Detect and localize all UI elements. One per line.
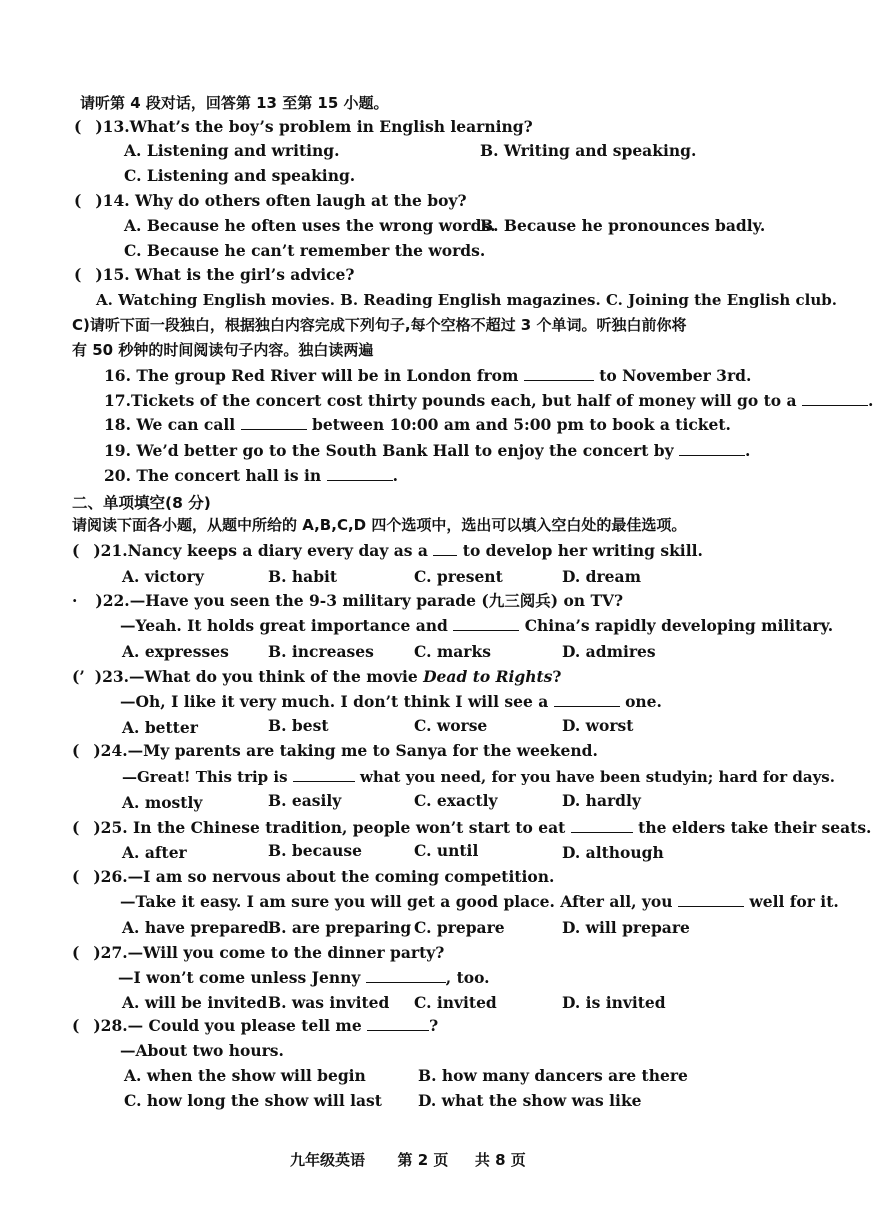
part4-instruction: 请听第 4 段对话，回答第 13 至第 15 小题。 (80, 94, 389, 112)
q23-option-d[interactable]: D. worst (562, 716, 634, 735)
question-15 (74, 265, 354, 285)
question-23-stem-pre: )23.—What do you think of the movie (94, 667, 424, 686)
question-21-stem-post: to develop her writing skill. (462, 541, 703, 560)
question-26-stem: )26.—I am so nervous about the coming competition. (93, 867, 555, 886)
q27-option-d[interactable]: D. is invited (562, 993, 666, 1012)
sentence-20-pre: 20. The concert hall is in (104, 466, 322, 485)
question-14-stem: )14. Why do others often laugh at the boy? (95, 191, 467, 210)
sentence-20 (104, 466, 398, 486)
q21-option-c[interactable]: C. present (414, 567, 503, 586)
q15-options[interactable]: A. Watching English movies. B. Reading English magazines. C. Joining the English club. (96, 291, 837, 309)
q14-option-c[interactable]: C. Because he can’t remember the words. (124, 241, 486, 260)
answer-bracket[interactable]: ( (74, 117, 82, 136)
q22-option-b[interactable]: B. increases (268, 642, 374, 661)
q23-option-c[interactable]: C. worse (414, 716, 488, 735)
question-28-stem-post: ? (429, 1016, 439, 1035)
q23-option-a[interactable]: A. better (122, 718, 198, 737)
q24-option-a[interactable]: A. mostly (122, 793, 203, 812)
q13-option-b[interactable]: B. Writing and speaking. (480, 141, 697, 160)
q27-option-a[interactable]: A. will be invited (122, 993, 268, 1012)
section-2-title: 二、单项填空(8 分) (72, 494, 211, 512)
sentence-18-post: between 10:00 am and 5:00 pm to book a ticket. (311, 415, 731, 434)
q14-option-b[interactable]: B. Because he pronounces badly. (480, 216, 766, 235)
q28-option-b[interactable]: B. how many dancers are there (418, 1066, 688, 1085)
question-26-reply-post: well for it. (749, 892, 839, 911)
q27-option-c[interactable]: C. invited (414, 993, 497, 1012)
question-22-blank (453, 616, 519, 631)
sentence-20-post: . (392, 466, 398, 485)
sentence-17-pre: 17.Tickets of the concert cost thirty pounds each, but half of money will go to a (104, 391, 797, 410)
question-27-stem: )27.—Will you come to the dinner party? (93, 943, 445, 962)
answer-bracket[interactable]: ( (74, 191, 82, 210)
q28-option-c[interactable]: C. how long the show will last (124, 1091, 382, 1110)
answer-bracket[interactable]: ( (74, 265, 82, 284)
answer-bracket[interactable]: ( (72, 943, 80, 962)
q26-option-d[interactable]: D. will prepare (562, 918, 690, 937)
page-footer (290, 1149, 526, 1170)
question-26 (72, 867, 554, 887)
footer-page: 第 2 页 (397, 1151, 449, 1169)
fill-blank-16[interactable] (524, 366, 594, 381)
question-28-stem-pre: )28.— Could you please tell me (93, 1016, 362, 1035)
question-14 (74, 191, 467, 211)
q24-option-d[interactable]: D. hardly (562, 791, 641, 810)
sentence-16-post: to November 3rd. (599, 366, 752, 385)
question-24-reply-post: what you need, for you have been studyin; hard for days. (360, 768, 835, 786)
question-24-stem: )24.—My parents are taking me to Sanya for the weekend. (93, 741, 598, 760)
question-21-stem-pre: )21.Nancy keeps a diary every day as a (93, 541, 428, 560)
sentence-17 (104, 391, 873, 411)
question-27-reply (118, 968, 490, 988)
question-24-blank (293, 767, 355, 782)
footer-total: 共 8 页 (474, 1151, 526, 1169)
question-28 (72, 1016, 438, 1036)
q24-option-b[interactable]: B. easily (268, 791, 342, 810)
sentence-16-pre: 16. The group Red River will be in London from (104, 366, 519, 385)
fill-blank-19[interactable] (679, 441, 745, 456)
fill-blank-20[interactable] (327, 466, 393, 481)
question-26-blank (678, 892, 744, 907)
answer-bracket[interactable]: ( (72, 818, 80, 837)
question-23 (72, 667, 561, 687)
sentence-16 (104, 366, 751, 386)
answer-bracket[interactable]: ( (72, 1016, 80, 1035)
question-23-blank (554, 692, 620, 707)
question-22-reply-post: China’s rapidly developing military. (524, 616, 834, 635)
q23-option-b[interactable]: B. best (268, 716, 329, 735)
question-25-stem-post: the elders take their seats. (638, 818, 872, 837)
sentence-18 (104, 415, 731, 435)
answer-bracket[interactable]: ( (72, 867, 80, 886)
fill-blank-18[interactable] (241, 415, 307, 430)
question-27 (72, 943, 444, 963)
q21-option-d[interactable]: D. dream (562, 567, 641, 586)
answer-bracket[interactable]: ( (72, 741, 80, 760)
q13-option-c[interactable]: C. Listening and speaking. (124, 166, 356, 185)
q26-option-c[interactable]: C. prepare (414, 918, 505, 937)
question-25-blank (571, 818, 633, 833)
question-26-reply-pre: —Take it easy. I am sure you will get a good place. After all, you (120, 892, 673, 911)
question-23-reply-pre: —Oh, I like it very much. I don’t think I will see a (120, 692, 549, 711)
q24-option-c[interactable]: C. exactly (414, 791, 498, 810)
sentence-19 (104, 441, 750, 461)
answer-bracket[interactable]: · (72, 591, 78, 610)
question-13 (74, 117, 533, 137)
footer-subject: 九年级英语 (290, 1151, 366, 1169)
question-25 (72, 818, 871, 838)
question-22-stem: )22.—Have you seen the 9-3 military parade (九三阅兵) on TV? (95, 591, 624, 610)
sentence-19-post: . (745, 441, 751, 460)
section-2-instruction: 请阅读下面各小题，从题中所给的 A,B,C,D 四个选项中，选出可以填入空白处的最佳选项。 (72, 516, 687, 534)
question-28-reply: —About two hours. (120, 1041, 284, 1060)
q22-option-d[interactable]: D. admires (562, 642, 656, 661)
q21-option-a[interactable]: A. victory (122, 567, 204, 586)
question-26-reply (120, 892, 839, 912)
question-22-reply-pre: —Yeah. It holds great importance and (120, 616, 448, 635)
q14-option-a[interactable]: A. Because he often uses the wrong words. (124, 216, 496, 235)
question-22-reply (120, 616, 833, 636)
sentence-17-post: . (867, 391, 873, 410)
q25-option-b[interactable]: B. because (268, 841, 362, 860)
question-15-stem: )15. What is the girl’s advice? (95, 265, 355, 284)
question-23-reply (120, 692, 662, 712)
q25-option-d[interactable]: D. although (562, 843, 664, 862)
q22-option-c[interactable]: C. marks (414, 642, 491, 661)
q21-option-b[interactable]: B. habit (268, 567, 338, 586)
question-24-reply (122, 767, 835, 787)
q25-option-c[interactable]: C. until (414, 841, 479, 860)
question-27-blank (366, 968, 446, 983)
question-13-stem: )13.What’s the boy’s problem in English learning? (95, 117, 533, 136)
sentence-19-pre: 19. We’d better go to the South Bank Hall to enjoy the concert by (104, 441, 674, 460)
movie-title: Dead to Rights (423, 667, 553, 686)
question-21 (72, 541, 703, 561)
section-c-instruction-2: 有 50 秒钟的时间阅读句子内容。独白读两遍 (72, 341, 374, 359)
q26-option-a[interactable]: A. have prepared (122, 918, 270, 937)
question-24 (72, 741, 598, 761)
q25-option-a[interactable]: A. after (122, 843, 187, 862)
question-28-blank (367, 1016, 429, 1031)
question-21-blank (433, 541, 457, 556)
answer-bracket[interactable]: ( (72, 541, 80, 560)
question-23-reply-post: one. (625, 692, 662, 711)
q22-option-a[interactable]: A. expresses (122, 642, 229, 661)
question-27-reply-post: , too. (445, 968, 490, 987)
question-23-stem-post: ? (552, 667, 562, 686)
q13-option-a[interactable]: A. Listening and writing. (124, 141, 340, 160)
q28-option-a[interactable]: A. when the show will begin (124, 1066, 366, 1085)
sentence-18-pre: 18. We can call (104, 415, 236, 434)
q27-option-b[interactable]: B. was invited (268, 993, 390, 1012)
question-27-reply-pre: —I won’t come unless Jenny (118, 968, 361, 987)
q26-option-b[interactable]: B. are preparing (268, 918, 412, 937)
answer-bracket[interactable]: (’ (72, 667, 85, 686)
question-24-reply-pre: —Great! This trip is (122, 768, 288, 786)
section-c-instruction-1: C)请听下面一段独白，根据独白内容完成下列句子,每个空格不超过 3 个单词。听独白前你将 (72, 316, 687, 334)
question-25-stem-pre: )25. In the Chinese tradition, people won’t start to eat (93, 818, 566, 837)
q28-option-d[interactable]: D. what the show was like (418, 1091, 642, 1110)
fill-blank-17[interactable] (802, 391, 868, 406)
question-22 (72, 591, 623, 611)
